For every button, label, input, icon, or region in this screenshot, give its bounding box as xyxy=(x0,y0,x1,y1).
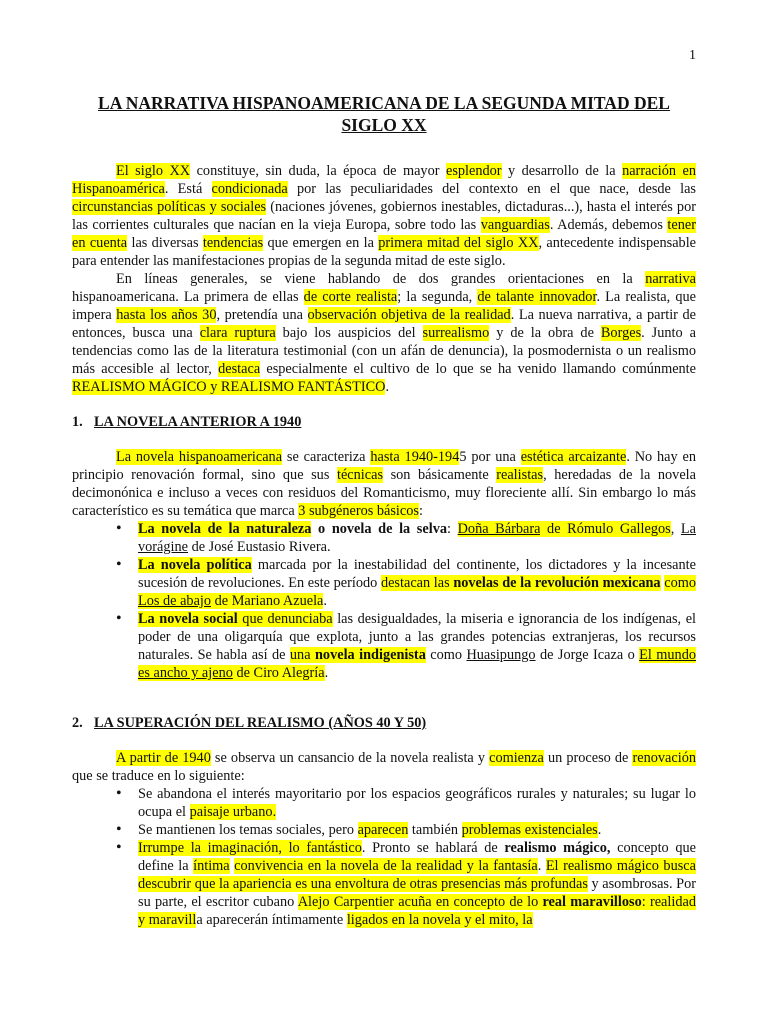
section-1-number: 1. xyxy=(72,414,83,430)
text-run: Huasipungo xyxy=(466,647,536,663)
section-2-heading xyxy=(72,714,696,732)
section-1-bullet-2 xyxy=(72,556,696,610)
highlighted-text: aparecen xyxy=(357,822,409,838)
text-run: que se traduce en lo siguiente: xyxy=(72,768,245,784)
section-1-bullet-1 xyxy=(72,520,696,556)
highlighted-text: narrativa xyxy=(645,271,696,287)
highlighted-text: de corte realista xyxy=(303,289,398,305)
text-run: de José Eustasio Rivera. xyxy=(188,539,331,555)
text-run: a aparecerán íntimamente xyxy=(196,912,347,928)
text-run: realismo mágico, xyxy=(504,840,611,856)
highlighted-text: : realidad y maravill xyxy=(138,894,696,928)
highlighted-text: técnicas xyxy=(336,467,384,483)
text-run: . La realista, que impera xyxy=(72,289,696,323)
highlighted-text: Doña Bárbara xyxy=(457,521,541,537)
text-run: (naciones jóvenes, gobiernos inestables, dictaduras...), hasta el interés por las corrientes culturales que nacían en la vieja Europa, sobre todo las xyxy=(72,199,696,233)
text-run: La vorágine xyxy=(138,521,696,555)
text-run: marcada por la inestabilidad del continente, los dictadores y la incesante sucesión de revoluciones. En este período xyxy=(138,557,696,591)
text-run: , pretendía una xyxy=(216,307,308,323)
text-run: las desigualdades, la miseria e ignorancia de los indígenas, el poder de una oligarquía que explota, junto a las grandes potencias extranjeras, los recursos naturales. Se habla así de xyxy=(138,611,697,663)
highlighted-text: Borges xyxy=(600,325,642,341)
highlighted-text: hasta los años 30 xyxy=(116,307,217,323)
highlighted-text: novelas de la revolución mexicana xyxy=(453,575,661,591)
section-2-number: 2. xyxy=(72,715,83,731)
highlighted-text: narración en Hispanoamérica xyxy=(72,163,697,197)
highlighted-text: que denunciaba xyxy=(237,611,333,627)
text-run: bajo los auspicios del xyxy=(275,325,423,341)
page-number: 1 xyxy=(689,48,696,63)
highlighted-text: realistas xyxy=(496,467,544,483)
highlighted-text: El siglo XX xyxy=(116,163,191,179)
highlighted-text: convivencia en la novela de la realidad y la fantasía xyxy=(234,858,538,874)
text-run: , xyxy=(670,521,681,537)
text-run: las diversas xyxy=(127,235,203,251)
text-run: constituye, sin duda, la época de mayor xyxy=(190,163,446,179)
text-run: : xyxy=(447,521,458,537)
text-run: . xyxy=(324,665,329,681)
highlighted-text: observación objetiva de la realidad xyxy=(307,307,511,323)
highlighted-text: vanguardias xyxy=(480,217,550,233)
text-run: . xyxy=(385,379,390,395)
highlighted-text: como xyxy=(664,575,696,591)
text-run: , antecedente indispensable para entender las manifestaciones propias de la segunda mitad de este siglo. xyxy=(72,235,697,269)
highlighted-text: novela indigenista xyxy=(314,647,426,663)
text-run: En líneas generales, se viene hablando de dos grandes orientaciones en la xyxy=(116,271,646,287)
highlighted-text: La novela política xyxy=(138,557,252,573)
text-run: también xyxy=(408,822,462,838)
text-run: se caracteriza xyxy=(282,449,371,465)
text-run: . xyxy=(537,858,546,874)
text-run: como xyxy=(425,647,467,663)
highlighted-text: La novela hispanoamericana xyxy=(116,449,283,465)
text-run: . Además, debemos xyxy=(549,217,668,233)
text-run: un proceso de xyxy=(543,750,633,766)
highlighted-text: Irrumpe la imaginación, lo fantástico xyxy=(138,840,362,856)
section-1-paragraph xyxy=(72,448,696,520)
highlighted-text: destaca xyxy=(218,361,261,377)
section-1-bullet-3 xyxy=(72,610,696,682)
highlighted-text: esplendor xyxy=(445,163,502,179)
text-run: y asombrosas. Por su parte, el escritor cubano xyxy=(138,876,696,910)
highlighted-text: El realismo mágico busca descubrir que la apariencia es una envoltura de otras presencias más profundas xyxy=(138,858,696,892)
section-2-bullet-2 xyxy=(72,821,696,839)
text-run: especialmente el cultivo de lo que se ha venido llamando comúnmente xyxy=(260,361,697,377)
highlighted-text: A partir de 1940 xyxy=(116,750,211,766)
text-run: son básicamente xyxy=(383,467,497,483)
intro-paragraph-2 xyxy=(72,270,696,396)
document-title xyxy=(72,92,696,136)
text-run: 5 por una xyxy=(459,449,521,465)
text-run: y de la obra de xyxy=(489,325,601,341)
text-run: : xyxy=(418,503,423,519)
highlighted-text: de Rómulo Gallegos xyxy=(540,521,671,537)
section-2-paragraph xyxy=(72,749,696,785)
highlighted-text: REALISMO MÁGICO y REALISMO FANTÁSTICO xyxy=(72,379,386,395)
text-run: concepto que define la xyxy=(138,840,696,874)
highlighted-text: de Mariano Azuela xyxy=(211,593,324,609)
text-run: por las peculiaridades del contexto en el que nace, desde las xyxy=(287,181,696,197)
text-run: Se abandona el interés mayoritario por los espacios geográficos rurales y naturales; su lugar lo ocupa el xyxy=(138,786,696,820)
highlighted-text: comienza xyxy=(489,750,544,766)
highlighted-text: La novela social xyxy=(138,611,238,627)
text-run: . xyxy=(323,593,327,609)
highlighted-text: primera mitad del siglo XX xyxy=(378,235,539,251)
highlighted-text: El mundo es ancho y ajeno xyxy=(138,647,696,681)
section-1-heading xyxy=(72,413,696,431)
text-run: ; la segunda, xyxy=(397,289,478,305)
highlighted-text: condicionada xyxy=(211,181,288,197)
section-2-bullet-3 xyxy=(72,839,696,929)
highlighted-text: clara ruptura xyxy=(199,325,276,341)
document-title-text: LA NARRATIVA HISPANOAMERICANA DE LA SEGUNDA MITAD DEL SIGLO XX xyxy=(98,93,670,135)
highlighted-text: destacan las xyxy=(380,575,454,591)
highlighted-text: una xyxy=(289,647,315,663)
section-1-title: LA NOVELA ANTERIOR A 1940 xyxy=(94,414,302,430)
text-run: hispanoamericana. La primera de ellas xyxy=(72,289,304,305)
text-run: . Junto a tendencias como las de la literatura testimonial (con un afán de denuncia), la posmodernista o un realismo más accesible al lector, xyxy=(72,325,696,377)
text-run: Se mantienen los temas sociales, pero xyxy=(138,822,358,838)
text-run: . La nueva narrativa, a partir de entonces, busca una xyxy=(72,307,696,341)
section-2-list xyxy=(72,785,696,929)
highlighted-text: surrealismo xyxy=(422,325,490,341)
highlighted-text: 3 subgéneros básicos xyxy=(298,503,419,519)
document-body xyxy=(72,162,696,929)
highlighted-text: renovación xyxy=(632,750,696,766)
text-run: que emergen en la xyxy=(263,235,379,251)
text-run: de Jorge Icaza o xyxy=(535,647,640,663)
text-run: . Está xyxy=(164,181,212,197)
highlighted-text: problemas existenciales xyxy=(461,822,598,838)
text-run: . No hay en principio renovación formal, sino que sus xyxy=(72,449,696,483)
highlighted-text: hasta 1940-194 xyxy=(370,449,460,465)
highlighted-text: ligados en la novela y el mito, la xyxy=(346,912,533,928)
highlighted-text: de talante innovador xyxy=(477,289,597,305)
highlighted-text: Los de abajo xyxy=(138,593,212,609)
highlighted-text: real maravilloso xyxy=(542,894,642,910)
text-run: . xyxy=(597,822,602,838)
highlighted-text: La novela de la naturaleza xyxy=(138,521,312,537)
highlighted-text: íntima xyxy=(193,858,230,874)
highlighted-text: circunstancias políticas y sociales xyxy=(72,199,267,215)
section-2-bullet-1 xyxy=(72,785,696,821)
highlighted-text: paisaje urbano. xyxy=(189,804,277,820)
highlighted-text: tendencias xyxy=(202,235,264,251)
section-1-list xyxy=(72,520,696,682)
text-run: o novela de la selva xyxy=(311,521,447,537)
highlighted-text: estética arcaizante xyxy=(520,449,627,465)
highlighted-text: tener en cuenta xyxy=(72,217,696,251)
text-run: . Pronto se hablará de xyxy=(361,840,505,856)
text-run: , heredadas de la novela decimonónica e incluso a veces con residuos del Romanticismo, muy floreciente allí. Sin embargo lo más característico es su temática que marca xyxy=(72,467,696,519)
highlighted-text: de Ciro Alegría xyxy=(232,665,325,681)
highlighted-text: Alejo Carpentier acuña en concepto de lo xyxy=(297,894,543,910)
text-run: se observa un cansancio de la novela realista y xyxy=(210,750,490,766)
section-2-title: LA SUPERACIÓN DEL REALISMO (AÑOS 40 Y 50) xyxy=(94,715,427,731)
text-run: y desarrollo de la xyxy=(501,163,623,179)
intro-paragraph-1 xyxy=(72,162,696,270)
